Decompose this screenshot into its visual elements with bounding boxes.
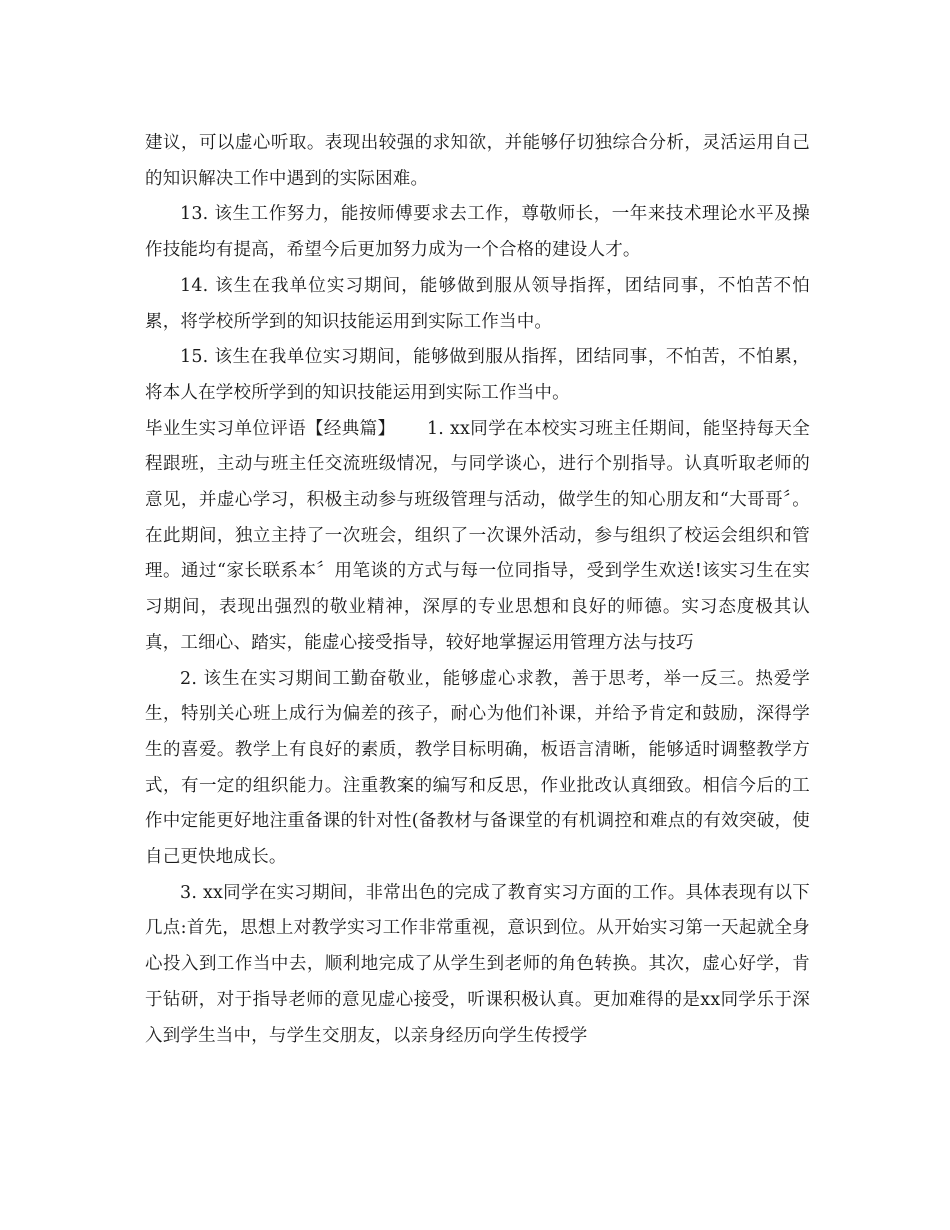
paragraph-item-14: 14. 该生在我单位实习期间，能够做到服从领导指挥，团结同事，不怕苦不怕累，将学校所学到的知识技能运用到实际工作当中。 [145,275,810,332]
paragraph-item-3: 3. xx同学在实习期间，非常出色的完成了教育实习方面的工作。具体表现有以下几点:首先，思想上对教学实习工作非常重视，意识到位。从开始实习第一天起就全身心投入到工作当中去，顺利地完成了从学生到老师的角色转换。其次，虚心好学，肯于钻研，对于指导老师的意见虚心接受，听课积极认真。更加难得的是xx同学乐于深入到学生当中，与学生交朋友，以亲身经历向学生传授学 [145,882,810,1046]
section-item-1: 1. xx同学在本校实习班主任期间，能坚持每天全程跟班，主动与班主任交流班级情况，与同学谈心，进行个别指导。认真听取老师的意见，并虚心学习，积极主动参与班级管理与活动，做学生的知心朋友和“大哥哥〞。在此期间，独立主持了一次班会，组织了一次课外活动，参与组织了校运会组织和管理。通过“家长联系本〞用笔谈的方式与每一位同指导，受到学生欢送!该实习生在实习期间，表现出强烈的敬业精神，深厚的专业思想和良好的师德。实习态度极其认真，工细心、踏实，能虚心接受指导，较好地掌握运用管理方法与技巧 [145,418,810,653]
document-page [145,126,810,1054]
paragraph-item-2: 2. 该生在实习期间工勤奋敬业，能够虚心求教，善于思考，举一反三。热爱学生，特别关心班上成行为偏差的孩子，耐心为他们补课，并给予肯定和鼓励，深得学生的喜爱。教学上有良好的素质，教学目标明确，板语言清晰，能够适时调整教学方式，有一定的组织能力。注重教案的编写和反思，作业批改认真细致。相信今后的工作中定能更好地注重备课的针对性(备教材与备课堂的有机调控和难点的有效突破，使自己更快地成长。 [145,668,810,868]
section-paragraph [145,412,810,662]
section-heading: 毕业生实习单位评语【经典篇】 [145,418,396,439]
paragraph-item-13: 13. 该生工作努力，能按师傅要求去工作，尊敬师长，一年来技术理论水平及操作技能均有提高，希望今后更加努力成为一个合格的建设人才。 [145,204,810,261]
paragraph-continuation: 建议，可以虚心听取。表现出较强的求知欲，并能够仔切独综合分析，灵活运用自己的知识解决工作中遇到的实际困难。 [145,133,810,189]
paragraph-item-15: 15. 该生在我单位实习期间，能够做到服从指挥，团结同事，不怕苦，不怕累，将本人在学校所学到的知识技能运用到实际工作当中。 [145,347,810,403]
